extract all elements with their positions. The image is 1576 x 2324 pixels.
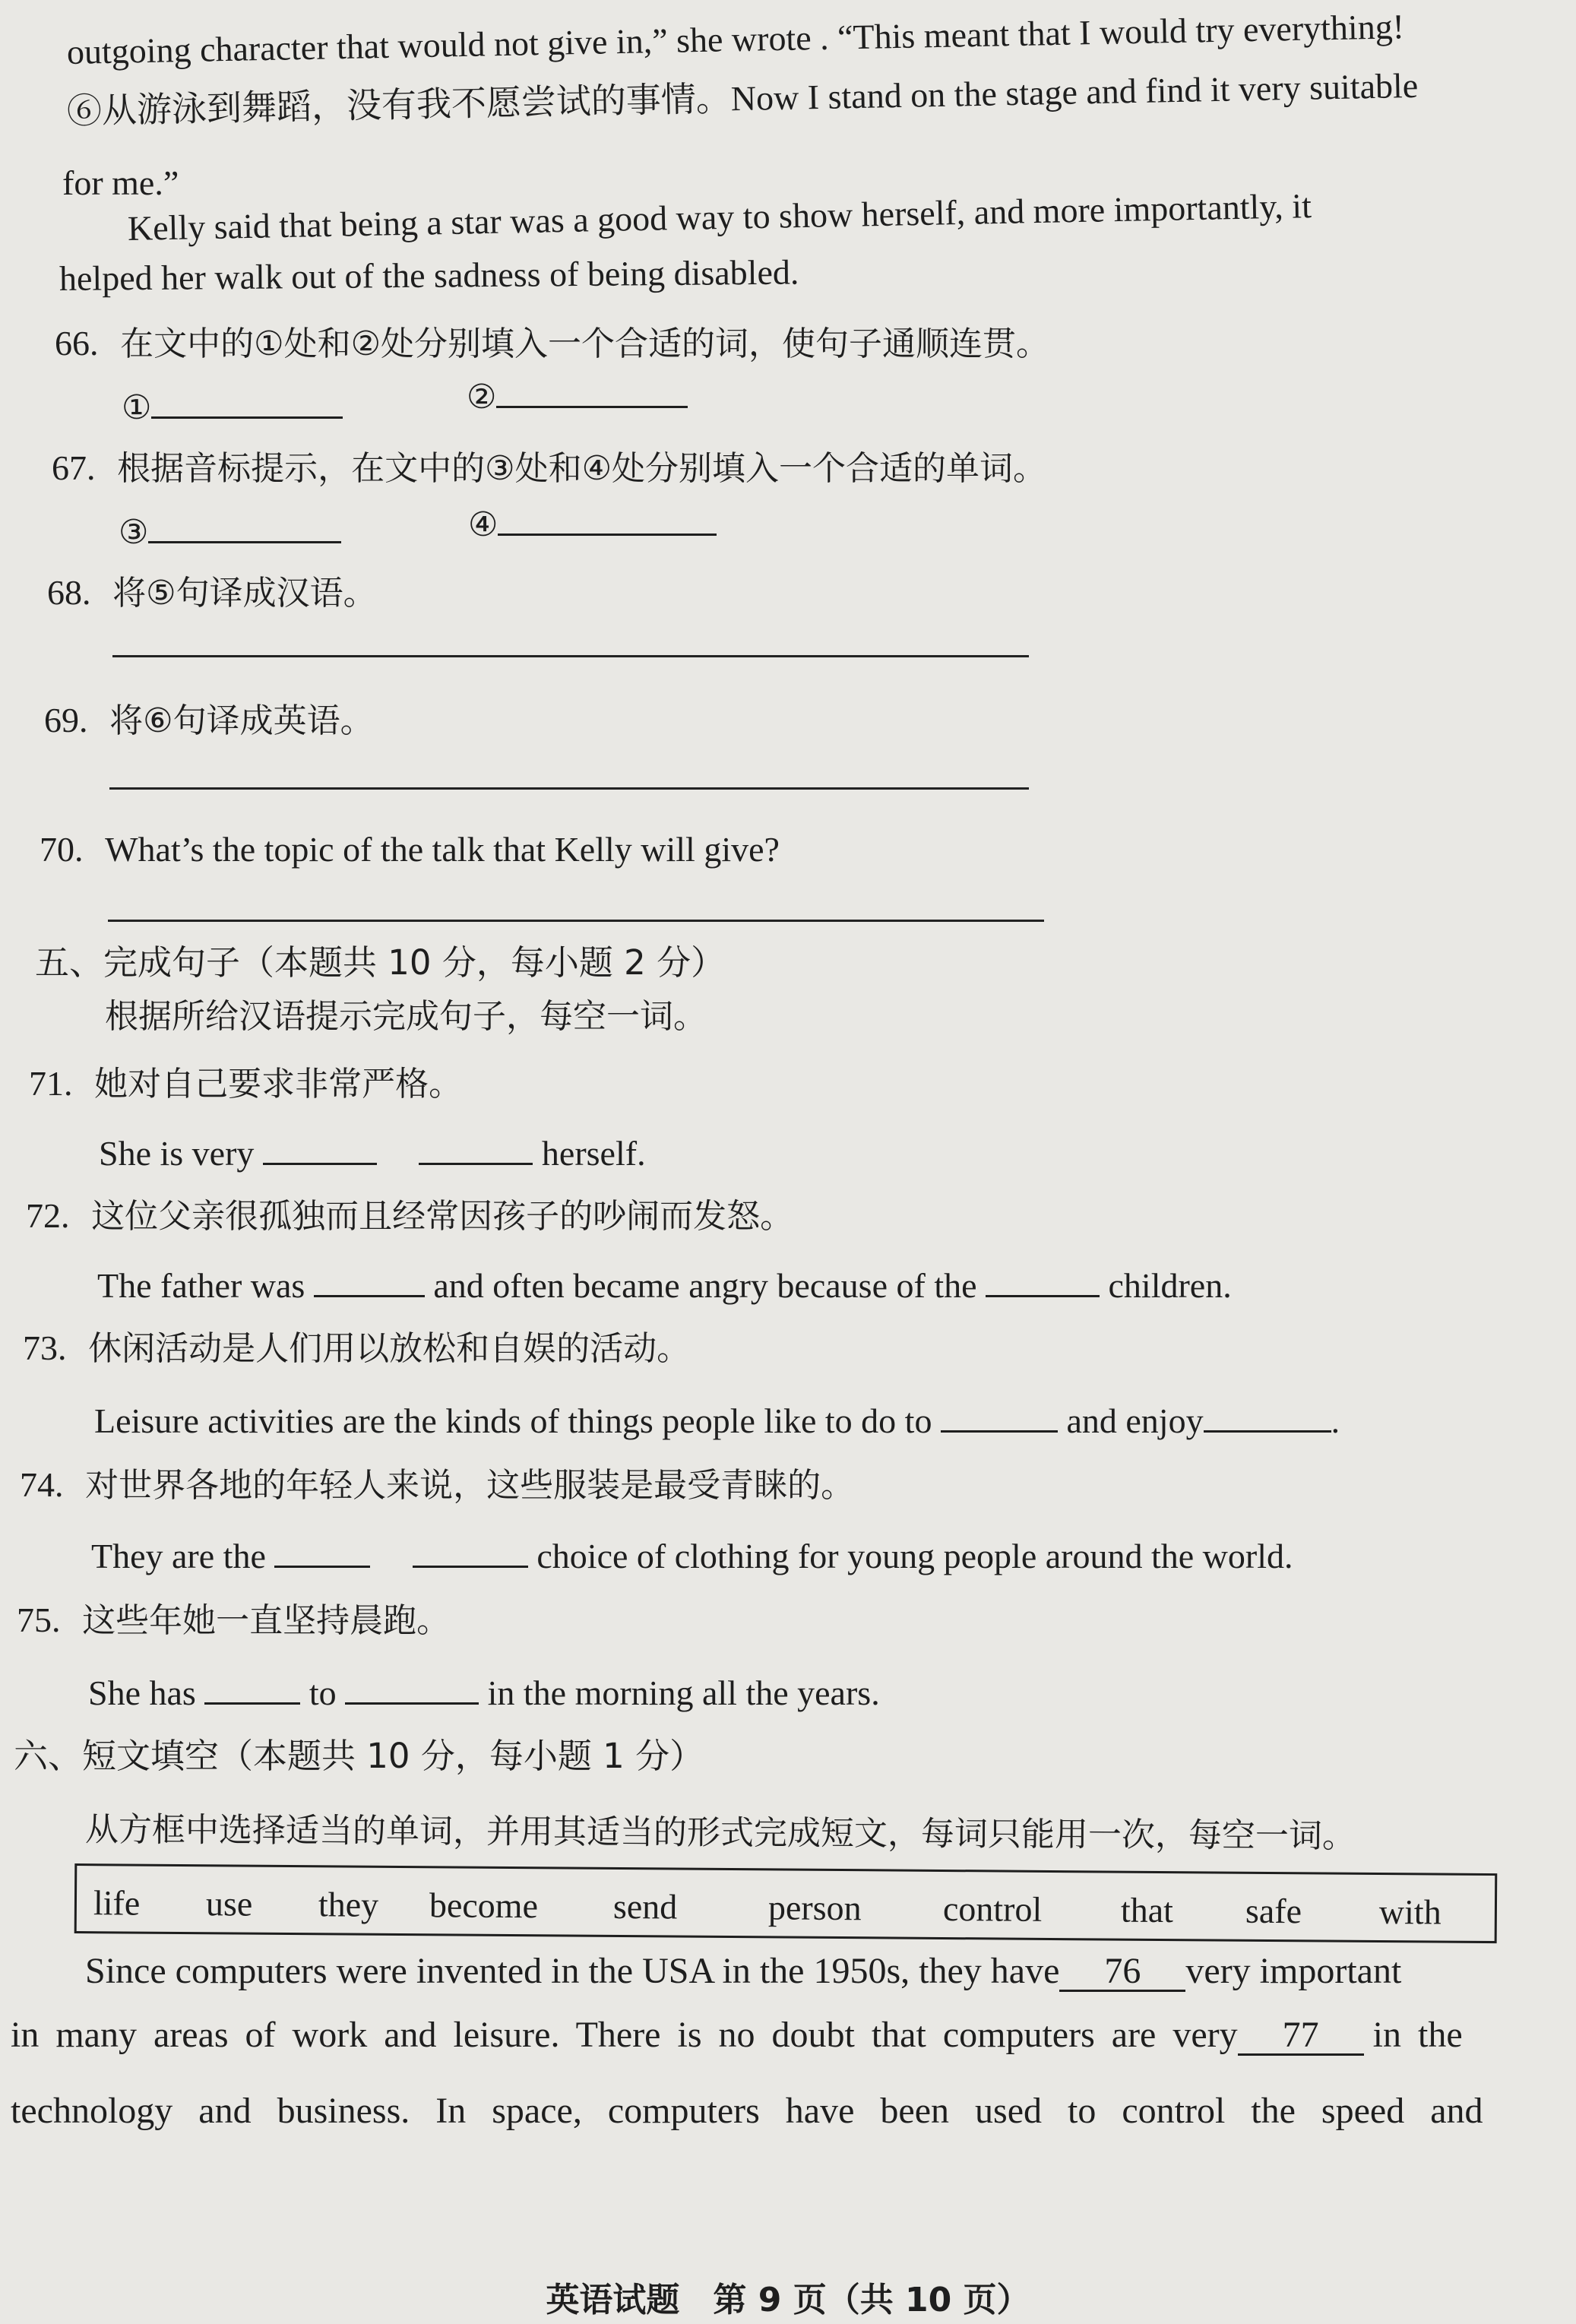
cloze-text: Since computers were invented in the USA in the 1950s, they have — [85, 1951, 1060, 1991]
blank-marker-3: ③ — [119, 513, 149, 552]
question-67 — [52, 450, 1046, 486]
sentence-part: They are the — [91, 1537, 266, 1575]
word-bank-item: with — [1378, 1892, 1442, 1932]
passage-line-2: ⑥从游泳到舞蹈，没有我不愿尝试的事情。Now I stand on the stage and find it very suitable — [66, 65, 1419, 131]
question-number: 73. — [23, 1328, 67, 1367]
question-chinese: 这位父亲很孤独而且经常因孩子的吵闹而发怒。 — [91, 1197, 794, 1236]
word-bank-item: send — [612, 1886, 678, 1927]
question-number: 69. — [44, 701, 88, 739]
word-bank-item: life — [93, 1883, 141, 1923]
cloze-text: in the — [1372, 2015, 1463, 2055]
answer-blank-4[interactable] — [468, 503, 717, 542]
sentence-part: children. — [1108, 1266, 1232, 1305]
blank-marker-4: ④ — [468, 505, 498, 544]
word-bank-item: control — [942, 1889, 1043, 1929]
sentence-75 — [88, 1672, 880, 1711]
passage-line-3: for me.” — [62, 163, 179, 202]
question-number: 68. — [47, 573, 91, 612]
cloze-blank-77[interactable] — [1238, 2017, 1364, 2056]
blank-marker-2: ② — [467, 378, 497, 416]
question-66 — [55, 325, 1049, 361]
question-text: 根据音标提示，在文中的③处和④处分别填入一个合适的单词。 — [117, 449, 1047, 488]
section-6-title: 六、短文填空（本题共 10 分，每小题 1 分） — [14, 1736, 704, 1776]
blank-line[interactable] — [314, 1265, 425, 1297]
question-70 — [40, 831, 780, 867]
sentence-part: in the morning all the years. — [487, 1673, 880, 1712]
sentence-part: to — [309, 1673, 337, 1712]
sentence-part: . — [1331, 1401, 1340, 1440]
section-5-title: 五、完成句子（本题共 10 分，每小题 2 分） — [35, 942, 726, 983]
word-bank-item: they — [318, 1885, 379, 1924]
word-bank-item: that — [1120, 1890, 1174, 1930]
blank-line[interactable] — [263, 1132, 377, 1165]
blank-number: 76 — [1104, 1951, 1141, 1991]
blank-line[interactable] — [1204, 1400, 1331, 1433]
question-chinese: 她对自己要求非常严格。 — [94, 1065, 463, 1103]
question-69 — [44, 702, 374, 738]
question-number: 72. — [26, 1196, 70, 1235]
question-72 — [26, 1196, 794, 1236]
question-number: 74. — [20, 1465, 64, 1504]
sentence-part: She has — [88, 1673, 196, 1712]
sentence-part: She is very — [99, 1134, 255, 1173]
cloze-text: technology and business. In space, computers have been used to control the speed and — [11, 2091, 1483, 2131]
question-text: 将⑥句译成英语。 — [109, 701, 374, 740]
blank-line[interactable] — [986, 1265, 1100, 1297]
section-6-instruction: 从方框中选择适当的单词，并用其适当的形式完成短文，每词只能用一次，每空一词。 — [84, 1810, 1356, 1856]
page-footer: 英语试题 第 9 页（共 10 页） — [546, 2281, 1030, 2319]
blank-line[interactable] — [941, 1400, 1058, 1433]
question-number: 70. — [40, 830, 84, 869]
sentence-71 — [99, 1132, 646, 1171]
question-number: 71. — [29, 1064, 73, 1103]
passage-line-1: outgoing character that would not give in,” she wrote . “This meant that I would try everything! — [66, 7, 1405, 71]
answer-line-70[interactable] — [108, 920, 1044, 922]
question-number: 75. — [17, 1601, 61, 1639]
answer-line-69[interactable] — [109, 787, 1029, 790]
sentence-73 — [94, 1400, 1340, 1439]
word-bank-box — [74, 1863, 1498, 1943]
cloze-line-2 — [11, 2017, 1463, 2056]
blank-line[interactable] — [204, 1672, 300, 1705]
blank-line[interactable] — [345, 1672, 479, 1705]
question-number: 67. — [52, 448, 96, 487]
cloze-text: very important — [1185, 1951, 1402, 1991]
blank-line[interactable] — [498, 503, 717, 536]
cloze-line-1 — [85, 1953, 1401, 1992]
word-bank-item: use — [205, 1884, 253, 1923]
blank-line[interactable] — [148, 511, 341, 543]
question-number: 66. — [55, 324, 99, 363]
question-text: What’s the topic of the talk that Kelly will give? — [105, 830, 780, 869]
cloze-blank-76[interactable] — [1059, 1953, 1185, 1992]
cloze-text: in many areas of work and leisure. There is no doubt that computers are very — [11, 2015, 1238, 2055]
word-bank-item: safe — [1245, 1891, 1302, 1931]
question-chinese: 休闲活动是人们用以放松和自娱的活动。 — [88, 1329, 691, 1368]
question-74 — [20, 1465, 855, 1505]
word-bank-item: become — [429, 1885, 539, 1926]
question-75 — [17, 1602, 450, 1638]
question-chinese: 这些年她一直坚持晨跑。 — [82, 1601, 451, 1640]
blank-line[interactable] — [274, 1535, 370, 1568]
answer-blank-3[interactable] — [119, 511, 341, 552]
question-73 — [23, 1330, 690, 1366]
sentence-part: The father was — [97, 1266, 305, 1305]
section-5-instruction: 根据所给汉语提示完成句子，每空一词。 — [105, 997, 707, 1036]
answer-blank-2[interactable] — [467, 375, 688, 414]
sentence-part: herself. — [541, 1134, 646, 1173]
blank-marker-1: ① — [122, 388, 152, 427]
blank-line[interactable] — [151, 386, 343, 419]
question-chinese: 对世界各地的年轻人来说，这些服装是最受青睐的。 — [85, 1466, 855, 1505]
sentence-part: choice of clothing for young people around the world. — [536, 1537, 1293, 1575]
passage-line-4: Kelly said that being a star was a good way to show herself, and more importantly, it — [127, 186, 1312, 248]
question-text: 将⑤句译成汉语。 — [112, 574, 377, 613]
answer-line-68[interactable] — [112, 655, 1029, 657]
blank-line[interactable] — [496, 375, 688, 408]
sentence-part: and often became angry because of the — [433, 1266, 977, 1305]
passage-line-5: helped her walk out of the sadness of being disabled. — [59, 252, 799, 298]
word-bank-item: person — [767, 1888, 862, 1928]
cloze-line-3 — [11, 2093, 1483, 2129]
sentence-72 — [97, 1265, 1232, 1303]
sentence-part: Leisure activities are the kinds of things people like to do to — [94, 1401, 932, 1440]
blank-line[interactable] — [413, 1535, 528, 1568]
sentence-part: and enjoy — [1066, 1401, 1204, 1440]
sentence-74 — [91, 1535, 1293, 1574]
question-71 — [29, 1065, 462, 1101]
question-text: 在文中的①处和②处分别填入一个合适的词，使句子通顺连贯。 — [120, 325, 1050, 363]
blank-number: 77 — [1282, 2015, 1319, 2055]
blank-line[interactable] — [419, 1132, 533, 1165]
question-68 — [47, 573, 377, 613]
answer-blank-1[interactable] — [122, 386, 343, 425]
